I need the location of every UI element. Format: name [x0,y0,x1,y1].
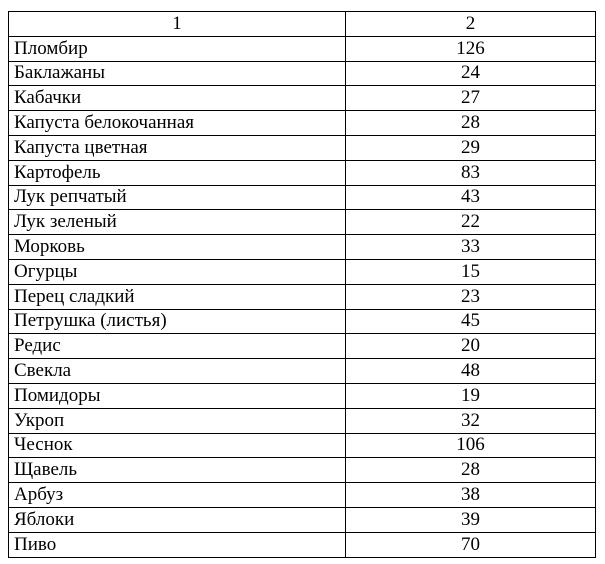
table-row [9,160,596,185]
product-name-cell: Перец сладкий [9,284,346,309]
table-row [9,507,596,532]
table-row [9,210,596,235]
table-row [9,309,596,334]
table-row [9,36,596,61]
value-cell: 106 [346,433,596,458]
value-cell: 43 [346,185,596,210]
table-row [9,135,596,160]
table-row [9,334,596,359]
value-cell: 83 [346,160,596,185]
product-name-cell: Укроп [9,408,346,433]
table-row [9,61,596,86]
product-name-cell: Петрушка (листья) [9,309,346,334]
value-cell: 39 [346,507,596,532]
value-cell: 23 [346,284,596,309]
product-name-cell: Капуста цветная [9,135,346,160]
value-cell: 70 [346,532,596,557]
value-cell: 48 [346,359,596,384]
header-row [9,12,596,37]
data-table [8,11,596,558]
value-cell: 19 [346,383,596,408]
value-cell: 20 [346,334,596,359]
value-cell: 38 [346,483,596,508]
table-row [9,111,596,136]
product-name-cell: Чеснок [9,433,346,458]
product-name-cell: Арбуз [9,483,346,508]
value-cell: 27 [346,86,596,111]
value-cell: 33 [346,235,596,260]
product-name-cell: Редис [9,334,346,359]
table-body [9,36,596,557]
product-name-cell: Яблоки [9,507,346,532]
value-cell: 22 [346,210,596,235]
product-name-cell: Кабачки [9,86,346,111]
table-row [9,458,596,483]
product-name-cell: Картофель [9,160,346,185]
table-row [9,532,596,557]
table-row [9,86,596,111]
value-cell: 28 [346,111,596,136]
value-cell: 24 [346,61,596,86]
product-name-cell: Капуста белокочанная [9,111,346,136]
product-name-cell: Морковь [9,235,346,260]
table-row [9,359,596,384]
product-name-cell: Лук зеленый [9,210,346,235]
value-cell: 126 [346,36,596,61]
table-row [9,284,596,309]
product-name-cell: Пиво [9,532,346,557]
product-name-cell: Свекла [9,359,346,384]
value-cell: 29 [346,135,596,160]
product-name-cell: Баклажаны [9,61,346,86]
value-cell: 15 [346,259,596,284]
product-name-cell: Лук репчатый [9,185,346,210]
table-row [9,383,596,408]
column-header-1: 1 [9,12,346,37]
product-name-cell: Огурцы [9,259,346,284]
table-row [9,259,596,284]
table-row [9,483,596,508]
table-row [9,408,596,433]
table-row [9,235,596,260]
table-header [9,12,596,37]
table-row [9,185,596,210]
product-name-cell: Пломбир [9,36,346,61]
column-header-2: 2 [346,12,596,37]
value-cell: 32 [346,408,596,433]
table-row [9,433,596,458]
value-cell: 28 [346,458,596,483]
value-cell: 45 [346,309,596,334]
product-name-cell: Щавель [9,458,346,483]
product-name-cell: Помидоры [9,383,346,408]
